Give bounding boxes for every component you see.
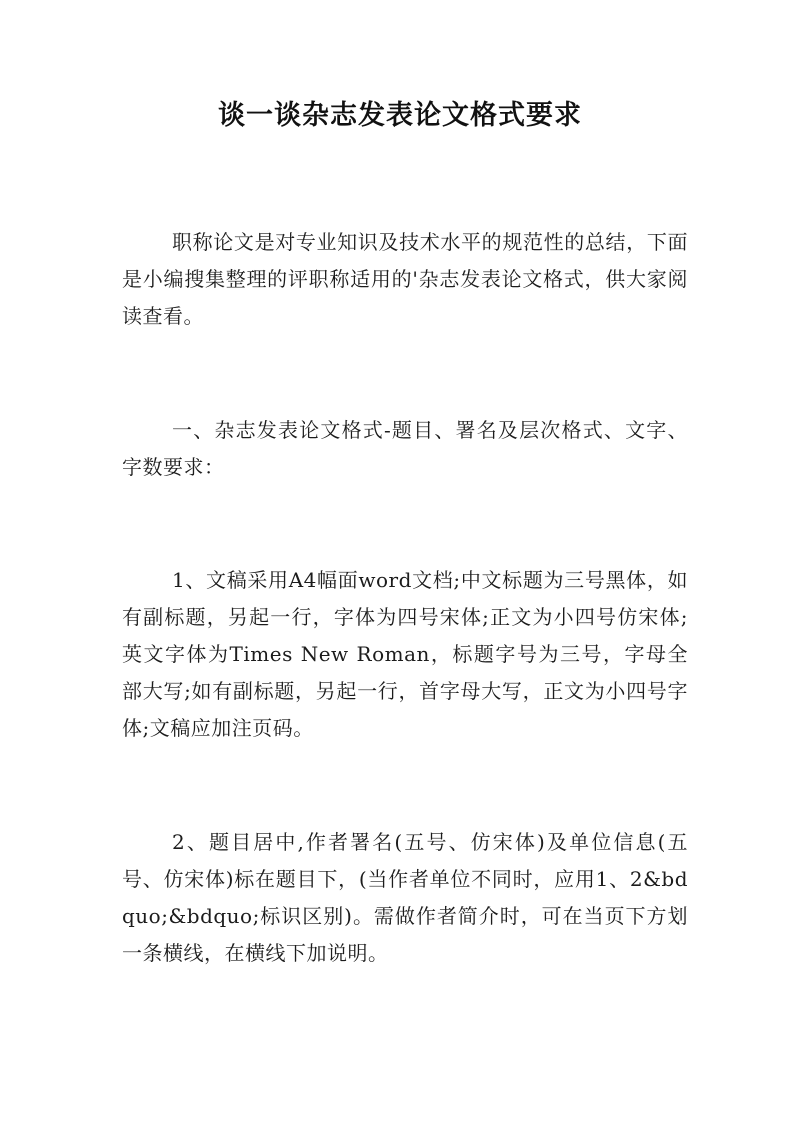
format-requirements-paragraph: 1、文稿采用A4幅面word文档;中文标题为三号黑体，如有副标题，另起一行，字体为四号宋体;正文为小四号仿宋体;英文字体为Times New Roman，标题字号为三号，字母全部大写;如有副标题，另起一行，首字母大写，正文为小四号字体;文稿应加注页码。 [122, 568, 688, 740]
author-signature-paragraph: 2、题目居中,作者署名(五号、仿宋体)及单位信息(五号、仿宋体)标在题目下，(当作者单位不同时，应用1、2&bdquo;&bdquo;标识区别)。需做作者简介时，可在当页下方划一条横线，在横线下加说明。 [122, 830, 688, 965]
document-title: 谈一谈杂志发表论文格式要求 [218, 100, 582, 131]
section-heading-paragraph: 一、杂志发表论文格式-题目、署名及层次格式、文字、字数要求： [122, 418, 688, 479]
intro-paragraph: 职称论文是对专业知识及技术水平的规范性的总结，下面是小编搜集整理的评职称适用的'杂志发表论文格式，供大家阅读查看。 [122, 230, 688, 328]
